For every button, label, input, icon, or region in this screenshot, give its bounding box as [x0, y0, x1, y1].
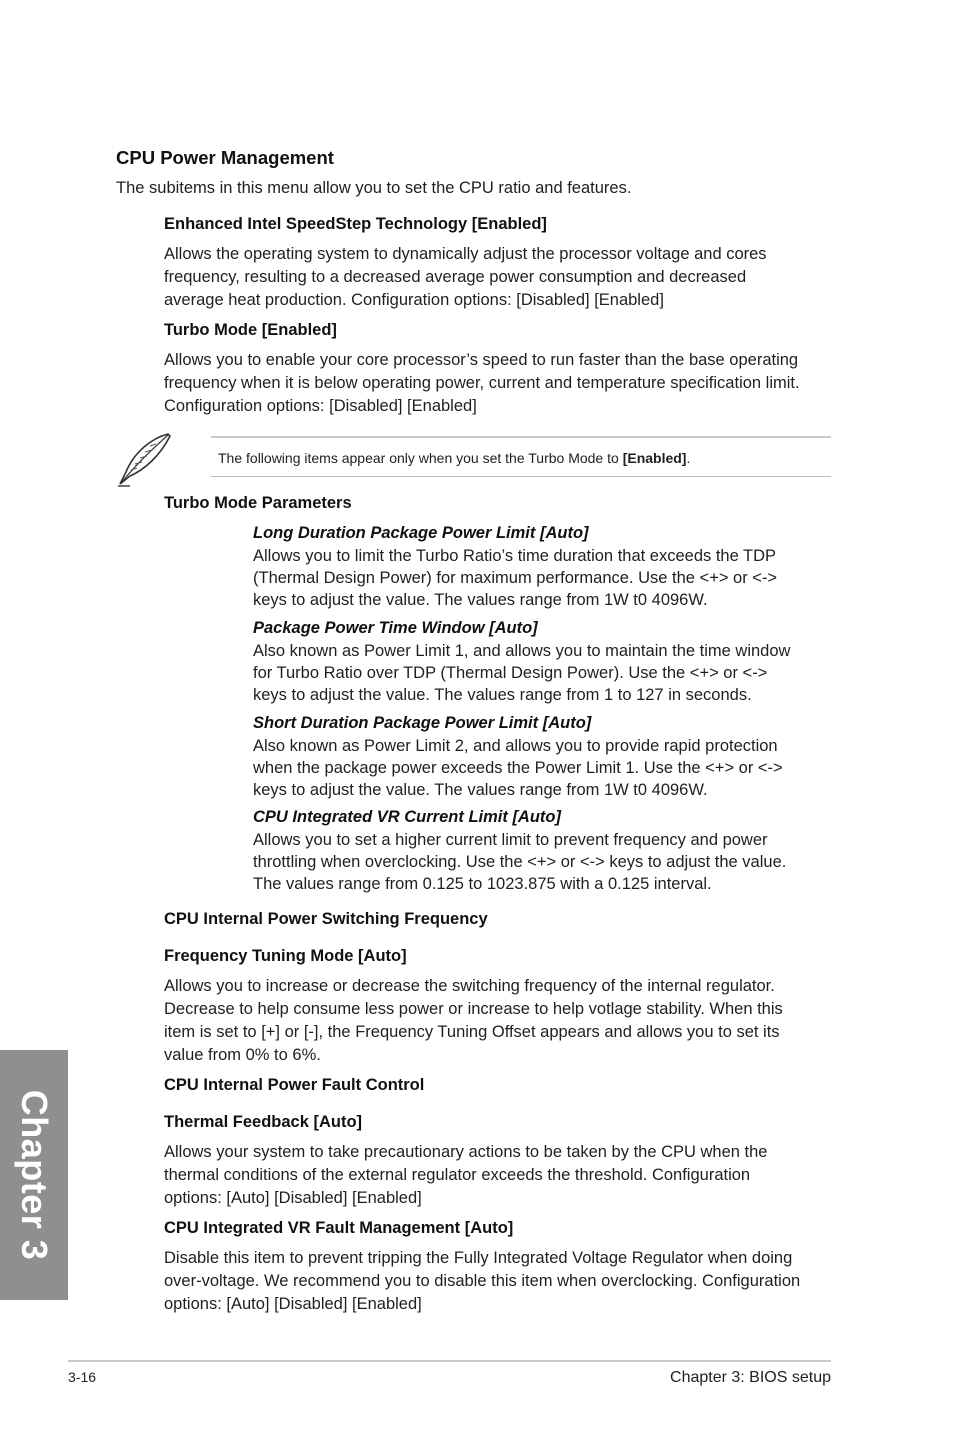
- chapter-tab: [0, 1050, 68, 1300]
- note-top-rule: [211, 436, 831, 438]
- thermal-line: options: [Auto] [Disabled] [Enabled]: [164, 1189, 422, 1207]
- switching-line: Decrease to help consume less power or increase to help votlage stability. When this: [164, 1000, 783, 1018]
- short-duration-title: Short Duration Package Power Limit [Auto]: [253, 714, 592, 732]
- switching-title: CPU Internal Power Switching Frequency: [164, 910, 488, 928]
- long-duration-description: [253, 545, 777, 611]
- note-text-end: .: [686, 450, 691, 466]
- eist-line: Allows the operating system to dynamically adjust the processor voltage and cores: [164, 245, 767, 263]
- section-title: CPU Power Management: [116, 147, 334, 168]
- param-line: throttling when overclocking. Use the <+> or <-> keys to adjust the value.: [253, 853, 787, 871]
- turbo-line: frequency when it is below operating power, current and temperature specification limit.: [164, 374, 800, 392]
- eist-title: Enhanced Intel SpeedStep Technology [Enabled]: [164, 215, 547, 233]
- footer-chapter-title: Chapter 3: BIOS setup: [670, 1369, 831, 1386]
- vr-current-limit-title: CPU Integrated VR Current Limit [Auto]: [253, 808, 561, 826]
- param-line: keys to adjust the value. The values range from 1W t0 4096W.: [253, 591, 708, 609]
- vr-fault-line: over-voltage. We recommend you to disable this item when overclocking. Configuration: [164, 1272, 801, 1290]
- vr-fault-line: options: [Auto] [Disabled] [Enabled]: [164, 1295, 422, 1313]
- time-window-title: Package Power Time Window [Auto]: [253, 619, 538, 637]
- vr-fault-description: [164, 1247, 800, 1316]
- note-text: [218, 450, 690, 466]
- vr-fault-title: CPU Integrated VR Fault Management [Auto]: [164, 1219, 514, 1237]
- section-intro: The subitems in this menu allow you to set the CPU ratio and features.: [116, 179, 632, 197]
- note-bottom-rule: [211, 476, 831, 477]
- param-line: Allows you to limit the Turbo Ratio’s time duration that exceeds the TDP: [253, 547, 777, 565]
- param-line: keys to adjust the value. The values range from 1W t0 4096W.: [253, 781, 708, 799]
- thermal-feedback-title: Thermal Feedback [Auto]: [164, 1113, 363, 1131]
- eist-description: [164, 243, 767, 312]
- param-line: when the package power exceeds the Power Limit 1. Use the <+> or <->: [253, 759, 783, 777]
- note-text-bold: [Enabled]: [622, 450, 687, 466]
- time-window-description: [253, 640, 790, 706]
- chapter-tab-label: Chapter 3: [14, 1089, 55, 1261]
- switching-line: value from 0% to 6%.: [164, 1046, 321, 1064]
- short-duration-description: [253, 735, 783, 801]
- turbo-title: Turbo Mode [Enabled]: [164, 321, 337, 339]
- thermal-line: Allows your system to take precautionary actions to be taken by the CPU when the: [164, 1143, 768, 1161]
- eist-line: frequency, resulting to a decreased average power consumption and decreased: [164, 268, 747, 286]
- footer-rule: [68, 1360, 831, 1362]
- thermal-feedback-description: [164, 1141, 767, 1210]
- turbo-params-title: Turbo Mode Parameters: [164, 494, 352, 512]
- vr-current-limit-description: [253, 829, 786, 895]
- switching-line: item is set to [+] or [-], the Frequency Tuning Offset appears and allows you to set its: [164, 1023, 780, 1041]
- frequency-tuning-description: [164, 975, 783, 1067]
- quill-pen-icon: [112, 430, 176, 490]
- param-line: keys to adjust the value. The values range from 1 to 127 in seconds.: [253, 686, 752, 704]
- fault-control-title: CPU Internal Power Fault Control: [164, 1076, 425, 1094]
- eist-line: average heat production. Configuration options: [Disabled] [Enabled]: [164, 291, 664, 309]
- param-line: Also known as Power Limit 1, and allows you to maintain the time window: [253, 642, 791, 660]
- turbo-line: Allows you to enable your core processor’s speed to run faster than the base operating: [164, 351, 799, 369]
- param-line: (Thermal Design Power) for maximum performance. Use the <+> or <->: [253, 569, 778, 587]
- param-line: for Turbo Ratio over TDP (Thermal Design Power). Use the <+> or <->: [253, 664, 768, 682]
- param-line: The values range from 0.125 to 1023.875 with a 0.125 interval.: [253, 875, 712, 893]
- param-line: Also known as Power Limit 2, and allows you to provide rapid protection: [253, 737, 778, 755]
- switching-line: Allows you to increase or decrease the switching frequency of the internal regulator.: [164, 977, 775, 995]
- page-number: 3-16: [68, 1369, 97, 1385]
- long-duration-title: Long Duration Package Power Limit [Auto]: [253, 524, 589, 542]
- note-text-plain: The following items appear only when you set the Turbo Mode to: [218, 450, 623, 466]
- turbo-line: Configuration options: [Disabled] [Enabled]: [164, 397, 477, 415]
- thermal-line: thermal conditions of the external regulator exceeds the threshold. Configuration: [164, 1166, 751, 1184]
- turbo-description: [164, 349, 800, 418]
- param-line: Allows you to set a higher current limit to prevent frequency and power: [253, 831, 768, 849]
- frequency-tuning-title: Frequency Tuning Mode [Auto]: [164, 947, 407, 965]
- vr-fault-line: Disable this item to prevent tripping the Fully Integrated Voltage Regulator when doing: [164, 1249, 793, 1267]
